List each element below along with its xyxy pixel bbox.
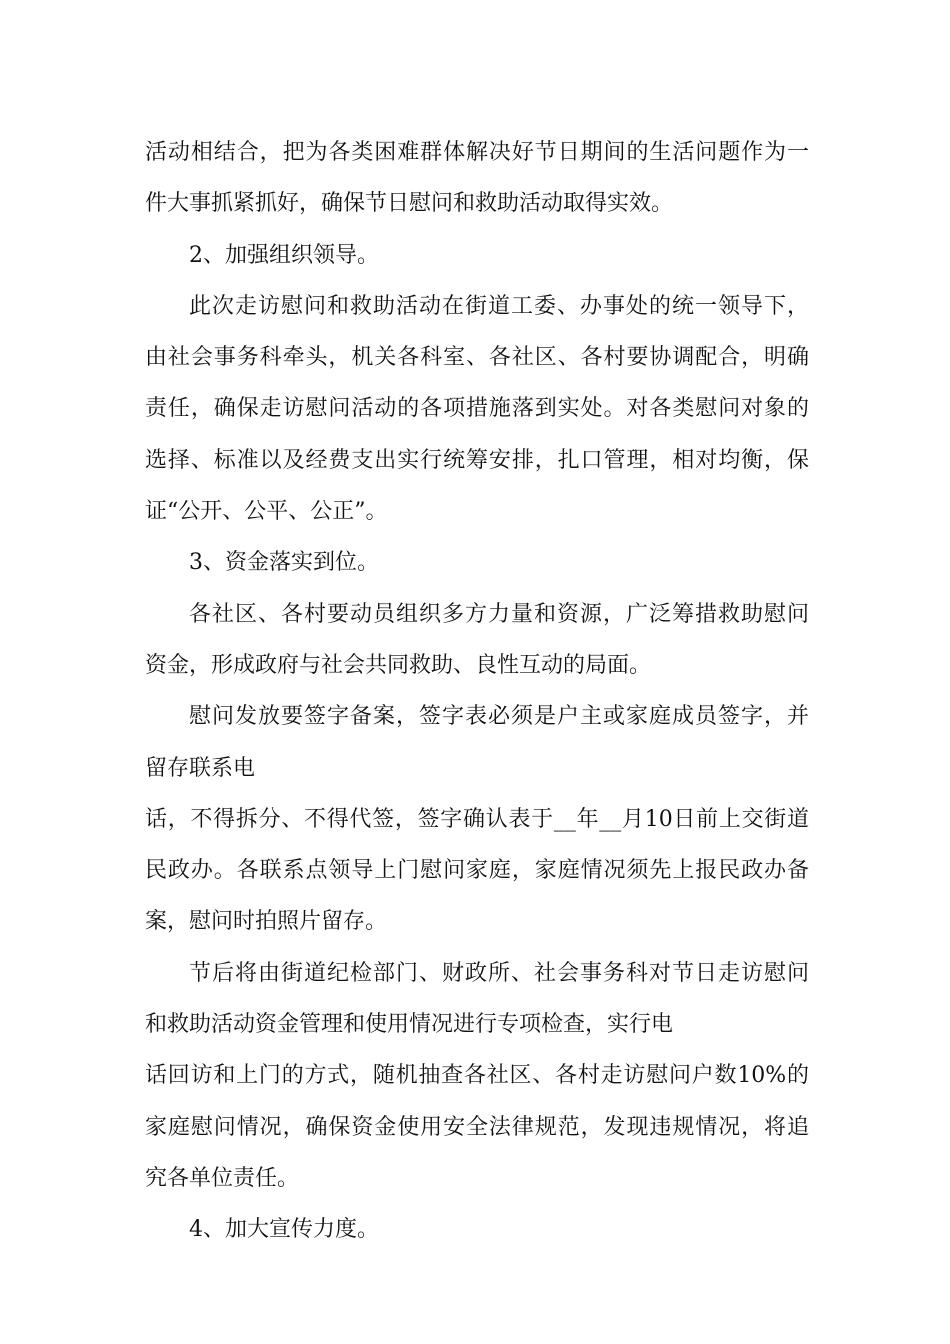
- text-line: 慰问发放要签字备案，签字表必须是户主或家庭成员签字，并: [189, 704, 809, 730]
- text-line: 话回访和上门的方式，随机抽查各社区、各村走访慰问户数10%的: [145, 1063, 809, 1089]
- text-line: 家庭慰问情况，确保资金使用安全法律规范，发现违规情况，将追: [145, 1114, 809, 1140]
- text-line: 3、资金落实到位。: [189, 550, 379, 576]
- text-line: 留存联系电: [145, 755, 256, 781]
- text-line: 各社区、各村要动员组织多方力量和资源，广泛筹措救助慰问: [189, 601, 809, 627]
- text-line: 4、加大宣传力度。: [189, 1217, 379, 1243]
- text-line: 究各单位责任。: [145, 1165, 300, 1191]
- text-line: 由社会事务科牵头，机关各科室、各社区、各村要协调配合，明确: [145, 345, 809, 371]
- text-line: 节后将由街道纪检部门、财政所、社会事务科对节日走访慰问: [189, 960, 809, 986]
- text-line: 件大事抓紧抓好，确保节日慰问和救助活动取得实效。: [145, 191, 674, 217]
- text-line: 此次走访慰问和救助活动在街道工委、办事处的统一领导下，: [189, 293, 809, 319]
- text-line: 和救助活动资金管理和使用情况进行专项检查，实行电: [145, 1012, 674, 1038]
- text-line: 民政办。各联系点领导上门慰问家庭，家庭情况须先上报民政办备: [145, 858, 809, 884]
- document-body: [145, 127, 809, 1256]
- text-line: 资金，形成政府与社会共同救助、良性互动的局面。: [145, 652, 652, 678]
- text-line: 活动相结合，把为各类困难群体解决好节日期间的生活问题作为一: [145, 140, 809, 165]
- text-line: 责任，确保走访慰问活动的各项措施落到实处。对各类慰问对象的: [145, 396, 809, 422]
- text-line: 选择、标准以及经费支出实行统筹安排，扎口管理，相对均衡，保: [145, 447, 809, 473]
- text-line: 证“公开、公平、公正”。: [145, 499, 388, 525]
- text-line: 案，慰问时拍照片留存。: [145, 909, 388, 935]
- text-line: 2、加强组织领导。: [189, 242, 379, 268]
- text-line: 话，不得拆分、不得代签，签字确认表于__年__月10日前上交街道: [145, 806, 809, 832]
